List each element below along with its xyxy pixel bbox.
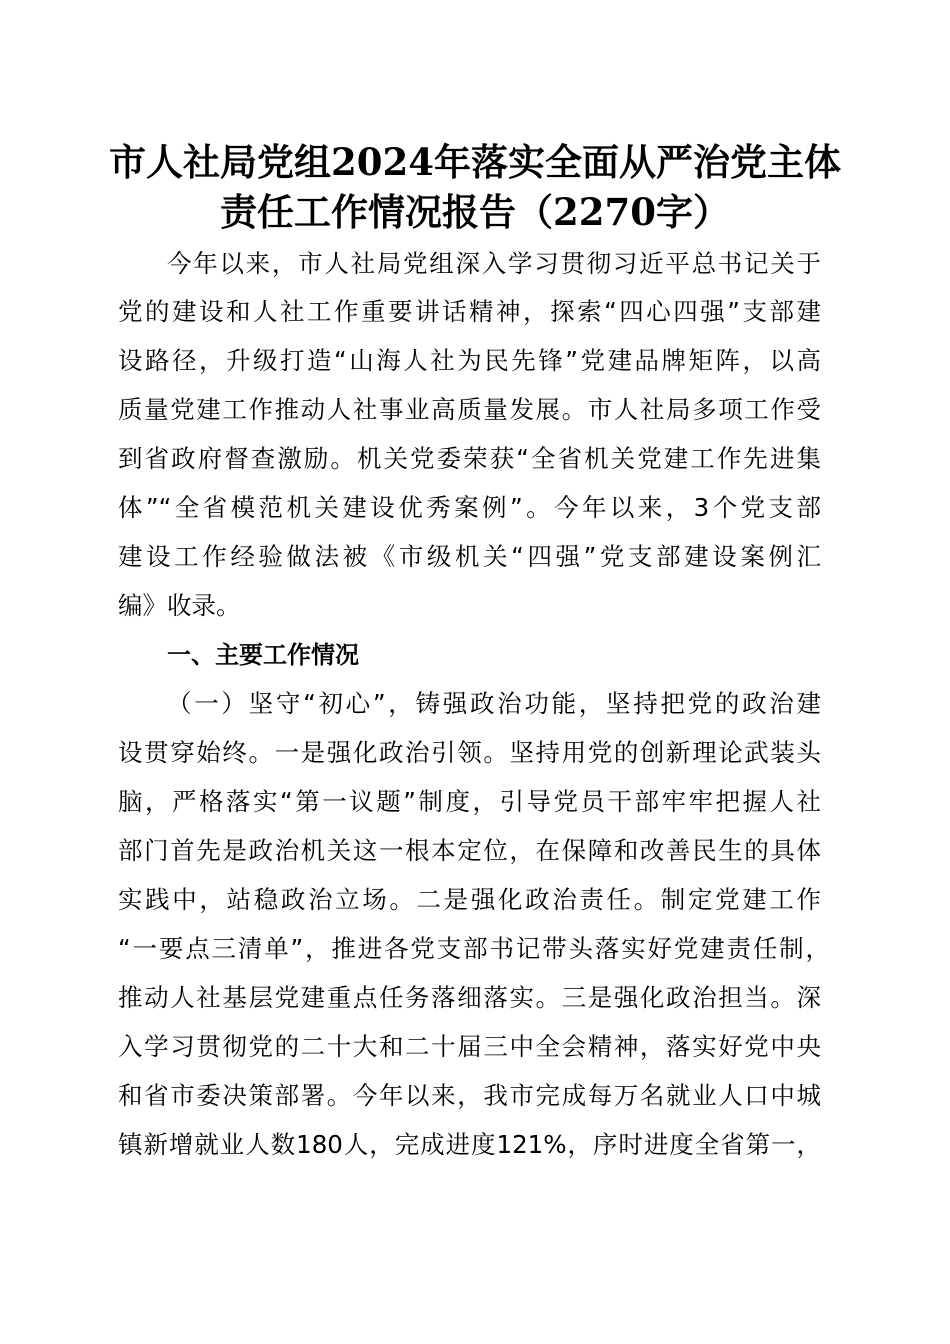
body-text-line: 实践中，站稳政治立场。二是强化政治责任。制定党建工作 bbox=[118, 885, 821, 914]
body-text-line: 到省政府督查激励。机关党委荣获“全省机关党建工作先进集 bbox=[118, 444, 821, 473]
body-text-line: 脑，严格落实“第一议题”制度，引导党员干部牢牢把握人社 bbox=[118, 787, 821, 816]
body-text-line: 和省市委决策部署。今年以来，我市完成每万名就业人口中城 bbox=[118, 1081, 821, 1110]
document-title-line-2: 责任工作情况报告（2270字） bbox=[220, 190, 730, 234]
body-text-line: 体”“全省模范机关建设优秀案例”。今年以来，3个党支部 bbox=[118, 493, 821, 522]
body-text-line: 入学习贯彻党的二十大和二十届三中全会精神，落实好党中央 bbox=[118, 1032, 821, 1061]
body-text-line: 建设工作经验做法被《市级机关“四强”党支部建设案例汇 bbox=[118, 542, 821, 571]
body-text-line: 编》收录。 bbox=[118, 591, 241, 620]
body-text-line: “一要点三清单”，推进各党支部书记带头落实好党建责任制， bbox=[118, 934, 830, 963]
section-heading: 一、主要工作情况 bbox=[167, 641, 359, 669]
body-text-line: 镇新增就业人数180人，完成进度121%，序时进度全省第一， bbox=[118, 1130, 821, 1159]
body-text-line: 部门首先是政治机关这一根本定位，在保障和改善民生的具体 bbox=[118, 836, 821, 865]
body-text-line: 设路径，升级打造“山海人社为民先锋”党建品牌矩阵，以高 bbox=[118, 346, 821, 375]
body-text-line: （一）坚守“初心”，铸强政治功能，坚持把党的政治建 bbox=[167, 689, 821, 718]
body-text-line: 质量党建工作推动人社事业高质量发展。市人社局多项工作受 bbox=[118, 395, 821, 424]
body-text-line: 推动人社基层党建重点任务落细落实。三是强化政治担当。深 bbox=[118, 983, 821, 1012]
body-text-line: 设贯穿始终。一是强化政治引领。坚持用党的创新理论武装头 bbox=[118, 738, 821, 767]
document-title-line-1: 市人社局党组2024年落实全面从严治党主体 bbox=[109, 140, 841, 184]
body-text-line: 今年以来，市人社局党组深入学习贯彻习近平总书记关于 bbox=[167, 249, 821, 278]
body-text-line: 党的建设和人社工作重要讲话精神，探索“四心四强”支部建 bbox=[118, 297, 821, 326]
